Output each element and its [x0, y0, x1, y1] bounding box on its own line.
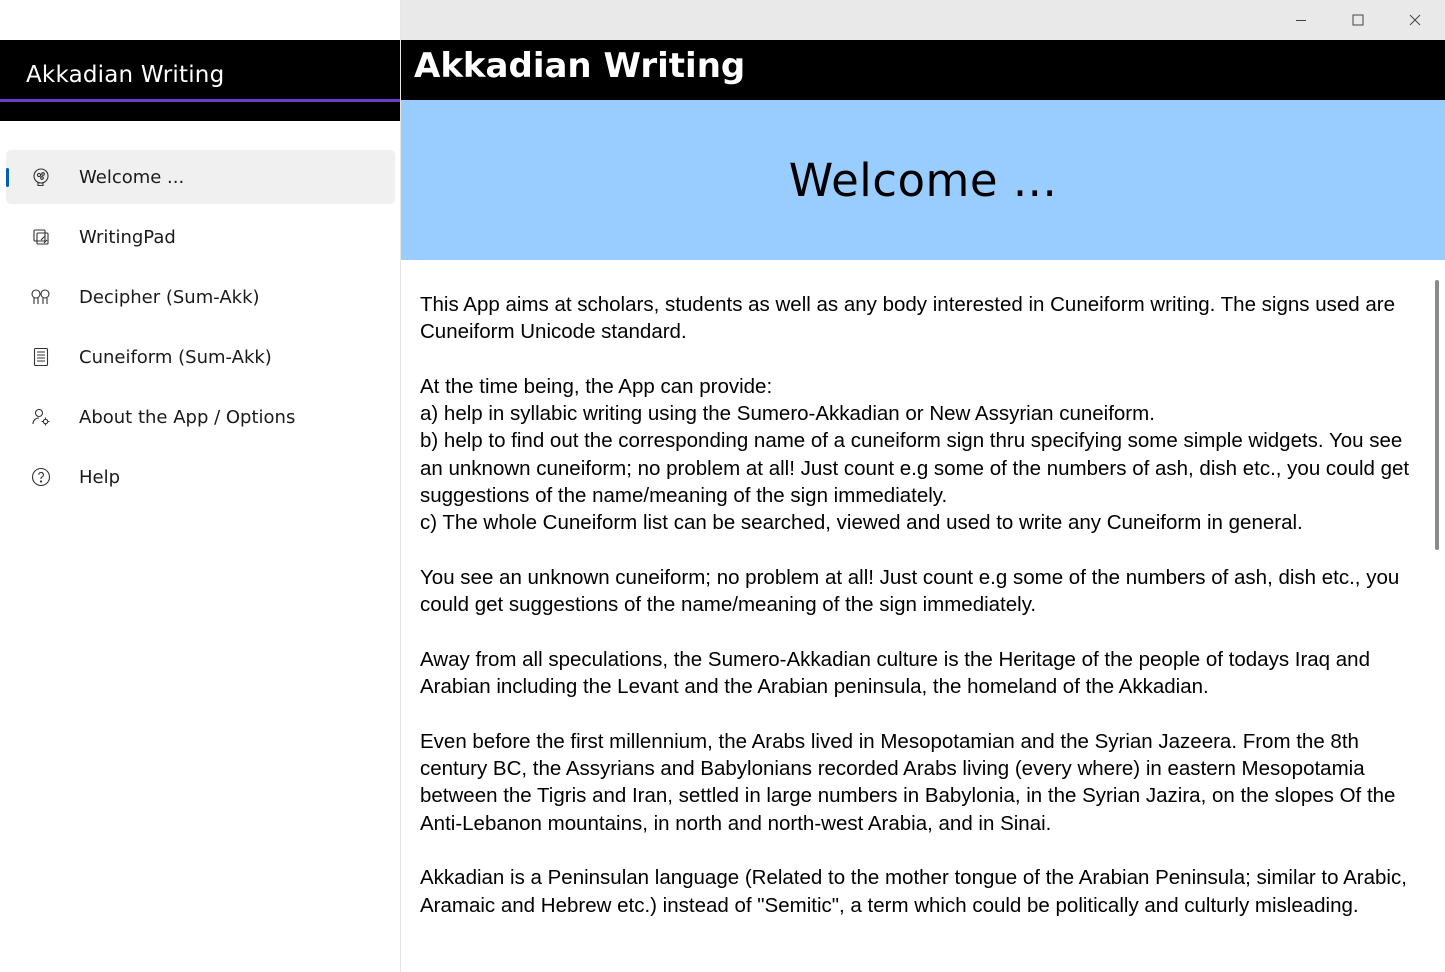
- maximize-icon: [1352, 11, 1364, 30]
- writing-pad-icon: [30, 226, 52, 248]
- welcome-text: [420, 291, 1430, 946]
- nav-item-label: About the App / Options: [79, 406, 296, 428]
- nav-menu: [0, 150, 400, 504]
- nav-item-cuneiform[interactable]: [6, 330, 395, 384]
- selection-indicator: [6, 168, 9, 187]
- welcome-banner: [401, 100, 1445, 260]
- nav-item-welcome[interactable]: [6, 150, 395, 204]
- page-title: Akkadian Writing: [414, 46, 746, 86]
- content-scroll-area[interactable]: [401, 260, 1445, 972]
- paragraph: b) help to find out the corresponding name of a cuneiform sign thru specifying some simple widgets. You see an unknown cuneiform; no problem at all! Just count e.g some of the numbers of ash, dish etc., you could get suggestions of the name/meaning of the sign immediately.: [420, 429, 1410, 508]
- nav-item-decipher[interactable]: [6, 270, 395, 324]
- sidebar-top-strip: [0, 0, 400, 40]
- navigation-pane: [0, 0, 401, 972]
- help-icon: [30, 466, 52, 488]
- nav-item-label: Help: [79, 466, 121, 488]
- close-icon: [1409, 11, 1421, 30]
- nav-item-help[interactable]: [6, 450, 395, 504]
- nav-item-label: Decipher (Sum-Akk): [79, 286, 260, 308]
- paragraph: c) The whole Cuneiform list can be searched, viewed and used to write any Cuneiform in general.: [420, 511, 1303, 535]
- nav-item-label: Welcome ...: [79, 166, 185, 188]
- list-icon: [30, 346, 52, 368]
- close-button[interactable]: [1386, 0, 1443, 40]
- page-header: [401, 40, 1445, 100]
- decipher-icon: [30, 286, 52, 308]
- paragraph: Even before the first millennium, the Arabs lived in Mesopotamian and the Syrian Jazeera. From the 8th century BC, the Assyrians and Babylonians recorded Arabs living (every where) in eastern Mesopotamia between the Tigris and Iran, settled in large numbers in Babylonia, in the Syrian Jazira, on the slopes Of the Anti-Lebanon mountains, in north and north-west Arabia, and in Sinai.: [420, 729, 1396, 835]
- paragraph: a) help in syllabic writing using the Sumero-Akkadian or New Assyrian cuneiform.: [420, 402, 1155, 426]
- nav-item-about[interactable]: [6, 390, 395, 444]
- sidebar-header: [0, 40, 400, 102]
- minimize-button[interactable]: [1272, 0, 1329, 40]
- paragraph: This App aims at scholars, students as well as any body interested in Cuneiform writing. The signs used are Cuneiform Unicode standard.: [420, 293, 1395, 344]
- sidebar-title: Akkadian Writing: [26, 62, 225, 88]
- minimize-icon: [1295, 11, 1307, 30]
- nav-item-writingpad[interactable]: [6, 210, 395, 264]
- paragraph: At the time being, the App can provide:: [420, 374, 773, 398]
- nav-item-label: WritingPad: [79, 226, 176, 248]
- vertical-scrollbar[interactable]: [1435, 280, 1439, 550]
- paragraph: You see an unknown cuneiform; no problem at all! Just count e.g some of the numbers of ash, dish etc., you could get suggestions of the name/meaning of the sign immediately.: [420, 565, 1400, 617]
- nav-item-label: Cuneiform (Sum-Akk): [79, 346, 272, 368]
- title-bar[interactable]: [401, 0, 1445, 40]
- person-settings-icon: [30, 406, 52, 428]
- sidebar-header-strip: [0, 102, 400, 121]
- paragraph: Akkadian is a Peninsulan language (Related to the mother tongue of the Arabian Peninsula; similar to Arabic, Aramaic and Hebrew etc.) instead of "Semitic", a term which could be politically and culturly misleading.: [420, 866, 1407, 917]
- brain-icon: [30, 166, 52, 188]
- paragraph: Away from all speculations, the Sumero-Akkadian culture is the Heritage of the people of todays Iraq and Arabian including the Levant and the Arabian peninsula, the homeland of the Akkadian.: [420, 647, 1370, 699]
- banner-title: Welcome ...: [788, 153, 1058, 207]
- maximize-button[interactable]: [1329, 0, 1386, 40]
